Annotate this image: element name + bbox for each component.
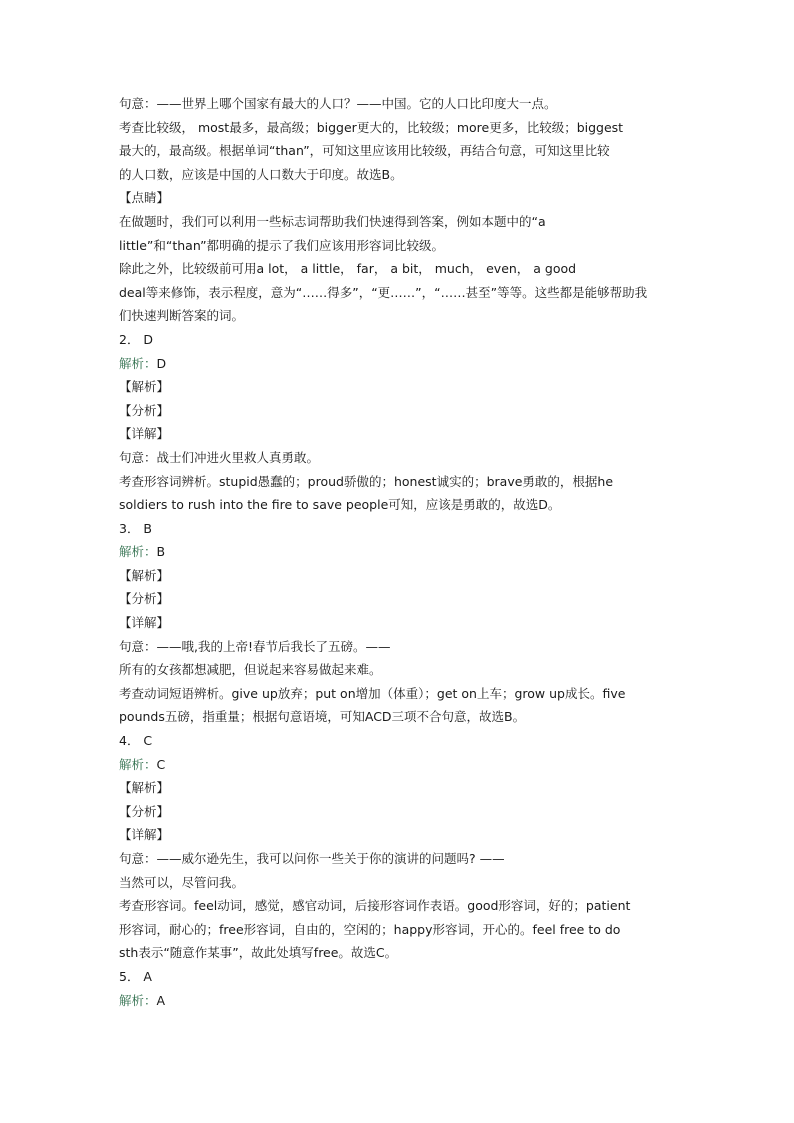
text-line: 考查形容词。feel动词，感觉，感官动词，后接形容词作表语。good形容词，好的；patient: [119, 898, 631, 914]
text-line: 【详解】: [119, 426, 170, 442]
analysis-value: B: [156, 544, 166, 560]
text-line: 考查形容词辨析。stupid愚蠢的；proud骄傲的；honest诚实的；brave勇敢的，根据he: [119, 473, 614, 489]
text-line: 【点睛】: [119, 190, 170, 206]
analysis-value: A: [156, 992, 166, 1008]
question-number: 4． C: [119, 733, 153, 749]
text-line: sth表示“随意作某事”，故此处填写free。故选C。: [119, 945, 398, 961]
text-line: 考查比较级， most最多，最高级；bigger更大的，比较级；more更多，比较级；biggest: [119, 119, 624, 135]
analysis-label: 解析：: [119, 544, 157, 560]
analysis-line: [119, 989, 679, 1013]
text-line: 【详解】: [119, 827, 170, 843]
text-line: 句意：——哦,我的上帝!春节后我长了五磅。——: [119, 638, 391, 654]
text-line: 句意：——世界上哪个国家有最大的人口？——中国。它的人口比印度大一点。: [119, 96, 557, 111]
text-line: 【分析】: [119, 803, 170, 819]
text-line: deal等来修饰，表示程度，意为“……得多”，“更……”，“……甚至”等等。这些都是能够帮助我: [119, 284, 648, 300]
text-line: 当然可以，尽管问我。: [119, 874, 245, 890]
analysis-line: [119, 540, 679, 564]
text-line: 【解析】: [119, 379, 170, 395]
text-line: 形容词，耐心的；free形容词，自由的，空闲的；happy形容词，开心的。feel free to do: [119, 921, 621, 937]
text-line: pounds五磅，指重量；根据句意语境，可知ACD三项不合句意，故选B。: [119, 709, 526, 725]
analysis-line: [119, 352, 679, 376]
text-line: 除此之外，比较级前可用a lot， a little， far， a bit， much， even， a good: [119, 261, 577, 277]
text-line: 们快速判断答案的词。: [119, 308, 245, 324]
question-number: 2． D: [119, 331, 154, 347]
document-body: [119, 92, 679, 1012]
text-line: 【分析】: [119, 402, 170, 418]
text-line: soldiers to rush into the fire to save people可知，应该是勇敢的，故选D。: [119, 497, 561, 513]
analysis-label: 解析：: [119, 992, 157, 1008]
text-line: 【解析】: [119, 780, 170, 796]
text-line: 句意：战士们冲进火里救人真勇敢。: [119, 449, 320, 465]
text-line: little”和“than”都明确的提示了我们应该用形容词比较级。: [119, 237, 445, 253]
text-line: 考查动词短语辨析。give up放弃；put on增加（体重）；get on上车；grow up成长。five: [119, 685, 626, 701]
text-line: 【分析】: [119, 591, 170, 607]
analysis-value: C: [156, 756, 166, 772]
text-line: 所有的女孩都想减肥，但说起来容易做起来难。: [119, 662, 382, 678]
question-number: 5． A: [119, 968, 152, 984]
text-line: 的人口数，应该是中国的人口数大于印度。故选B。: [119, 166, 403, 182]
text-line: 【解析】: [119, 567, 170, 583]
analysis-label: 解析：: [119, 756, 157, 772]
analysis-label: 解析：: [119, 355, 157, 371]
text-line: 句意：——威尔逊先生，我可以问你一些关于你的演讲的问题吗? ——: [119, 851, 505, 866]
analysis-line: [119, 753, 679, 777]
text-line: 最大的，最高级。根据单词“than”，可知这里应该用比较级，再结合句意，可知这里比较: [119, 143, 610, 159]
analysis-value: D: [156, 355, 167, 371]
question-number: 3． B: [119, 520, 153, 536]
text-line: 在做题时，我们可以利用一些标志词帮助我们快速得到答案，例如本题中的“a: [119, 213, 546, 229]
text-line: 【详解】: [119, 615, 170, 631]
